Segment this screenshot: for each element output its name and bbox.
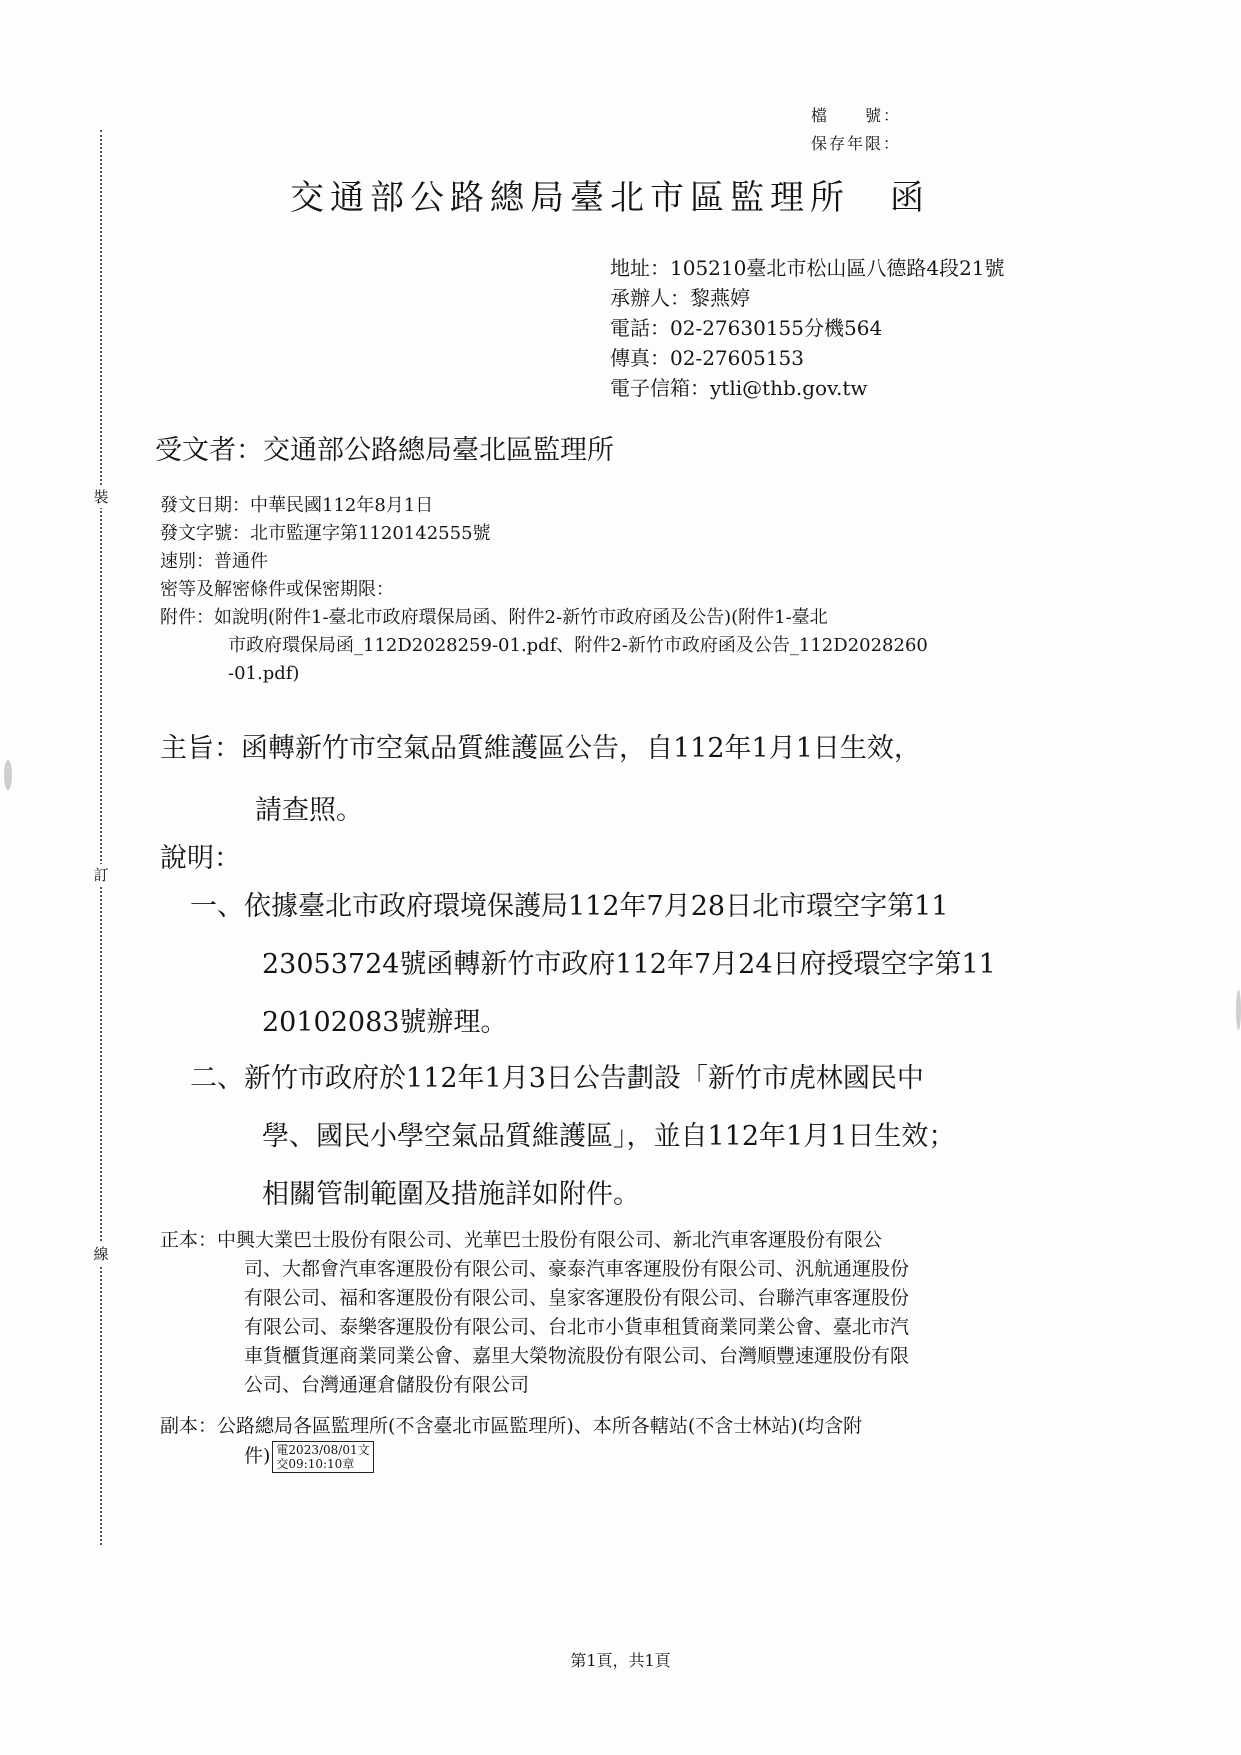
attachment-line-2: 市政府環保局函_112D2028259-01.pdf、附件2-新竹市政府函及公告_112D2028260 [228, 635, 928, 656]
contact-block [610, 253, 1005, 403]
primary-line-3: 有限公司、福和客運股份有限公司、皇家客運股份有限公司、台聯汽車客運股份 [244, 1287, 910, 1309]
handler: 承辦人：黎燕婷 [610, 286, 750, 310]
document-title: 交通部公路總局臺北市區監理所 函 [290, 178, 930, 218]
binding-mark-top: 裝 [90, 486, 112, 508]
primary-line-4: 有限公司、泰樂客運股份有限公司、台北市小貨車租賃商業同業公會、臺北市汽 [244, 1316, 910, 1338]
primary-line-6: 公司、台灣通運倉儲股份有限公司 [244, 1374, 530, 1396]
speed-class: 速別：普通件 [160, 551, 268, 572]
binding-dotted-line [100, 130, 102, 1545]
issue-date: 發文日期：中華民國112年8月1日 [160, 495, 434, 516]
binding-mark-middle: 訂 [90, 864, 112, 886]
retention-label: 保存年限： [810, 134, 901, 153]
phone: 電話：02-27630155分機564 [610, 316, 883, 340]
stamp-line-1: 電2023/08/01文 [276, 1443, 370, 1457]
attachment-line-3: -01.pdf) [228, 663, 300, 684]
secrecy-level: 密等及解密條件或保密期限： [160, 579, 394, 600]
attachment-line-1: 附件：如說明(附件1-臺北市政府環保局函、附件2-新竹市政府函及公告)(附件1-臺北 [160, 607, 828, 628]
primary-recipients [160, 1226, 1090, 1400]
explanation-label: 說明： [160, 843, 241, 874]
electronic-stamp [272, 1441, 373, 1473]
item-2-line-1: 二、新竹市政府於112年1月3日公告劃設「新竹市虎林國民中 [190, 1063, 924, 1094]
item-1-line-2: 23053724號函轉新竹市政府112年7月24日府授環空字第11 [262, 949, 996, 980]
fax: 傳真：02-27605153 [610, 346, 805, 370]
scan-smudge [1236, 990, 1241, 1030]
item-1-line-3: 20102083號辦理。 [262, 1007, 508, 1038]
copy-line-1: 副本：公路總局各區監理所(不含臺北市區監理所)、本所各轄站(不含士林站)(均含附 [160, 1415, 863, 1437]
item-1-line-1: 一、依據臺北市政府環境保護局112年7月28日北市環空字第11 [190, 891, 949, 922]
scan-smudge [4, 760, 12, 790]
address: 地址：105210臺北市松山區八德路4段21號 [610, 256, 1005, 280]
document-number: 發文字號：北市監運字第1120142555號 [160, 523, 491, 544]
file-number-label: 檔 號： [810, 106, 901, 125]
primary-line-1: 正本：中興大業巴士股份有限公司、光華巴士股份有限公司、新北汽車客運股份有限公 [160, 1229, 883, 1251]
recipient: 受文者：交通部公路總局臺北區監理所 [155, 435, 614, 466]
subject-line-2: 請查照。 [255, 795, 363, 826]
copy-line-2-text: 件) [244, 1445, 271, 1467]
item-2-line-3: 相關管制範圍及措施詳如附件。 [262, 1179, 640, 1210]
stamp-line-2: 交09:10:10章 [276, 1457, 355, 1471]
subject-line-1: 主旨：函轉新竹市空氣品質維護區公告，自112年1月1日生效， [160, 733, 921, 764]
subject-block [160, 718, 921, 842]
primary-line-5: 車貨櫃貨運商業同業公會、嘉里大榮物流股份有限公司、台灣順豐速運股份有限 [244, 1345, 910, 1367]
explanation-item-1 [190, 878, 1090, 1052]
meta-block [160, 492, 1095, 688]
email: 電子信箱：ytli@thb.gov.tw [610, 376, 868, 400]
page-number: 第1頁，共1頁 [570, 1651, 671, 1670]
copy-line-2 [160, 1441, 1090, 1473]
explanation-item-2 [190, 1050, 1090, 1224]
item-2-line-2: 學、國民小學空氣品質維護區」，並自112年1月1日生效； [262, 1121, 956, 1152]
copy-recipients [160, 1412, 1090, 1473]
binding-mark-bottom: 線 [90, 1243, 112, 1265]
primary-line-2: 司、大都會汽車客運股份有限公司、豪泰汽車客運股份有限公司、汎航通運股份 [244, 1258, 910, 1280]
